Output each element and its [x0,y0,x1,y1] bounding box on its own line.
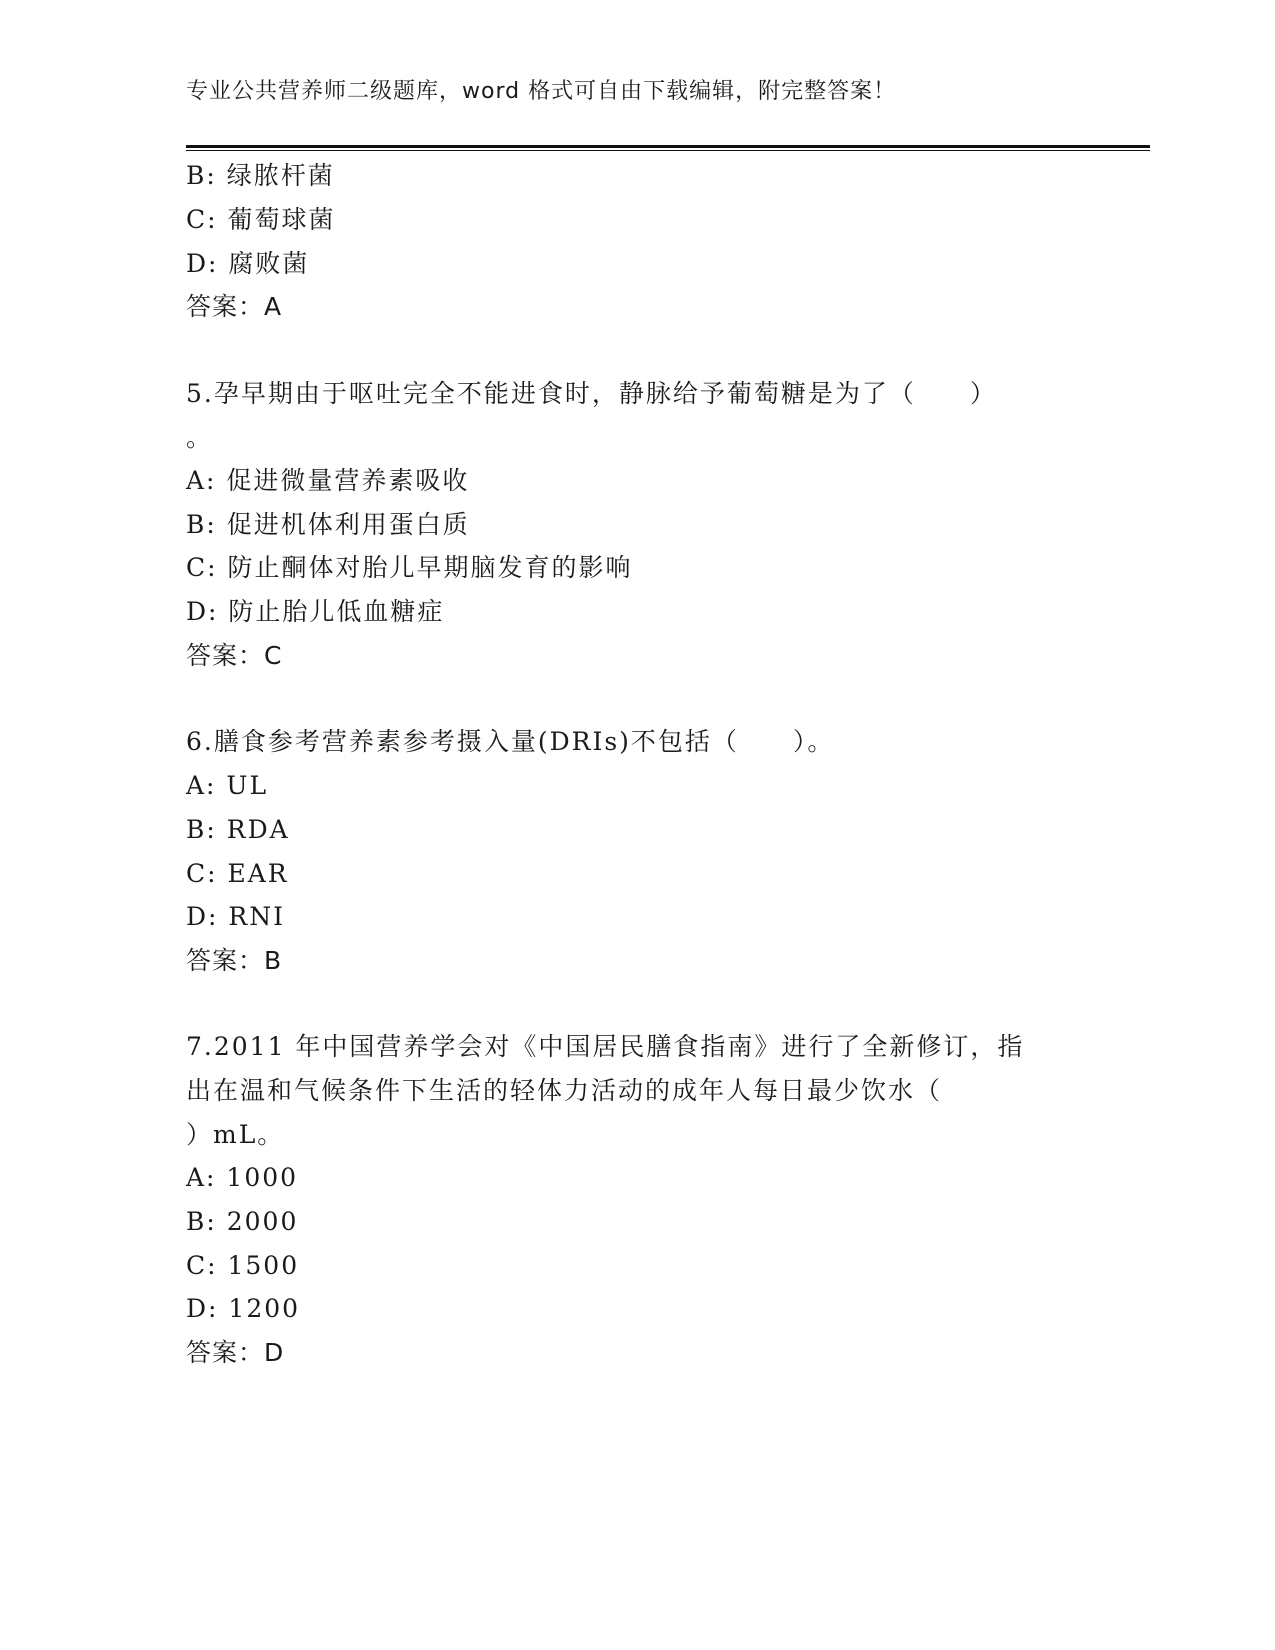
q7-answer: 答案：D [186,1338,285,1367]
q6-option-b: B: RDA [186,815,290,844]
q6-option-d: D: RNI [186,902,285,931]
q7-option-a: A: 1000 [186,1163,299,1192]
q7-option-c: C: 1500 [186,1251,300,1280]
q6-option-a: A: UL [186,771,269,800]
q6-option-c: C: EAR [186,859,289,888]
q7-stem-line3: ）mL。 [186,1120,285,1149]
q4-option-d: D: 腐败菌 [186,249,310,278]
q7-option-b: B: 2000 [186,1207,299,1236]
q7-stem-line2: 出在温和气候条件下生活的轻体力活动的成年人每日最少饮水（ [186,1076,943,1105]
q5-stem-line1: 5.孕早期由于呕吐完全不能进食时，静脉给予葡萄糖是为了（ ） [186,379,997,408]
q5-option-d: D: 防止胎儿低血糖症 [186,597,445,626]
q5-answer: 答案：C [186,641,283,670]
q5-stem-line2: 。 [186,423,214,452]
q5-option-b: B: 促进机体利用蛋白质 [186,510,470,539]
q6-answer: 答案：B [186,946,283,975]
q5-option-c: C: 防止酮体对胎儿早期脑发育的影响 [186,553,633,582]
header-rule-thin [186,150,1150,151]
q7-option-d: D: 1200 [186,1294,301,1323]
q4-option-c: C: 葡萄球菌 [186,205,336,234]
q4-answer: 答案：A [186,292,283,321]
q7-stem-line1: 7.2011 年中国营养学会对《中国居民膳食指南》进行了全新修订，指 [186,1032,1025,1061]
header-note: 专业公共营养师二级题库，word 格式可自由下载编辑，附完整答案！ [186,79,897,104]
q4-option-b: B: 绿脓杆菌 [186,161,335,190]
q6-stem: 6.膳食参考营养素参考摄入量(DRIs)不包括（ ）。 [186,727,835,756]
q5-option-a: A: 促进微量营养素吸收 [186,466,470,495]
header-rule-thick [186,145,1150,148]
